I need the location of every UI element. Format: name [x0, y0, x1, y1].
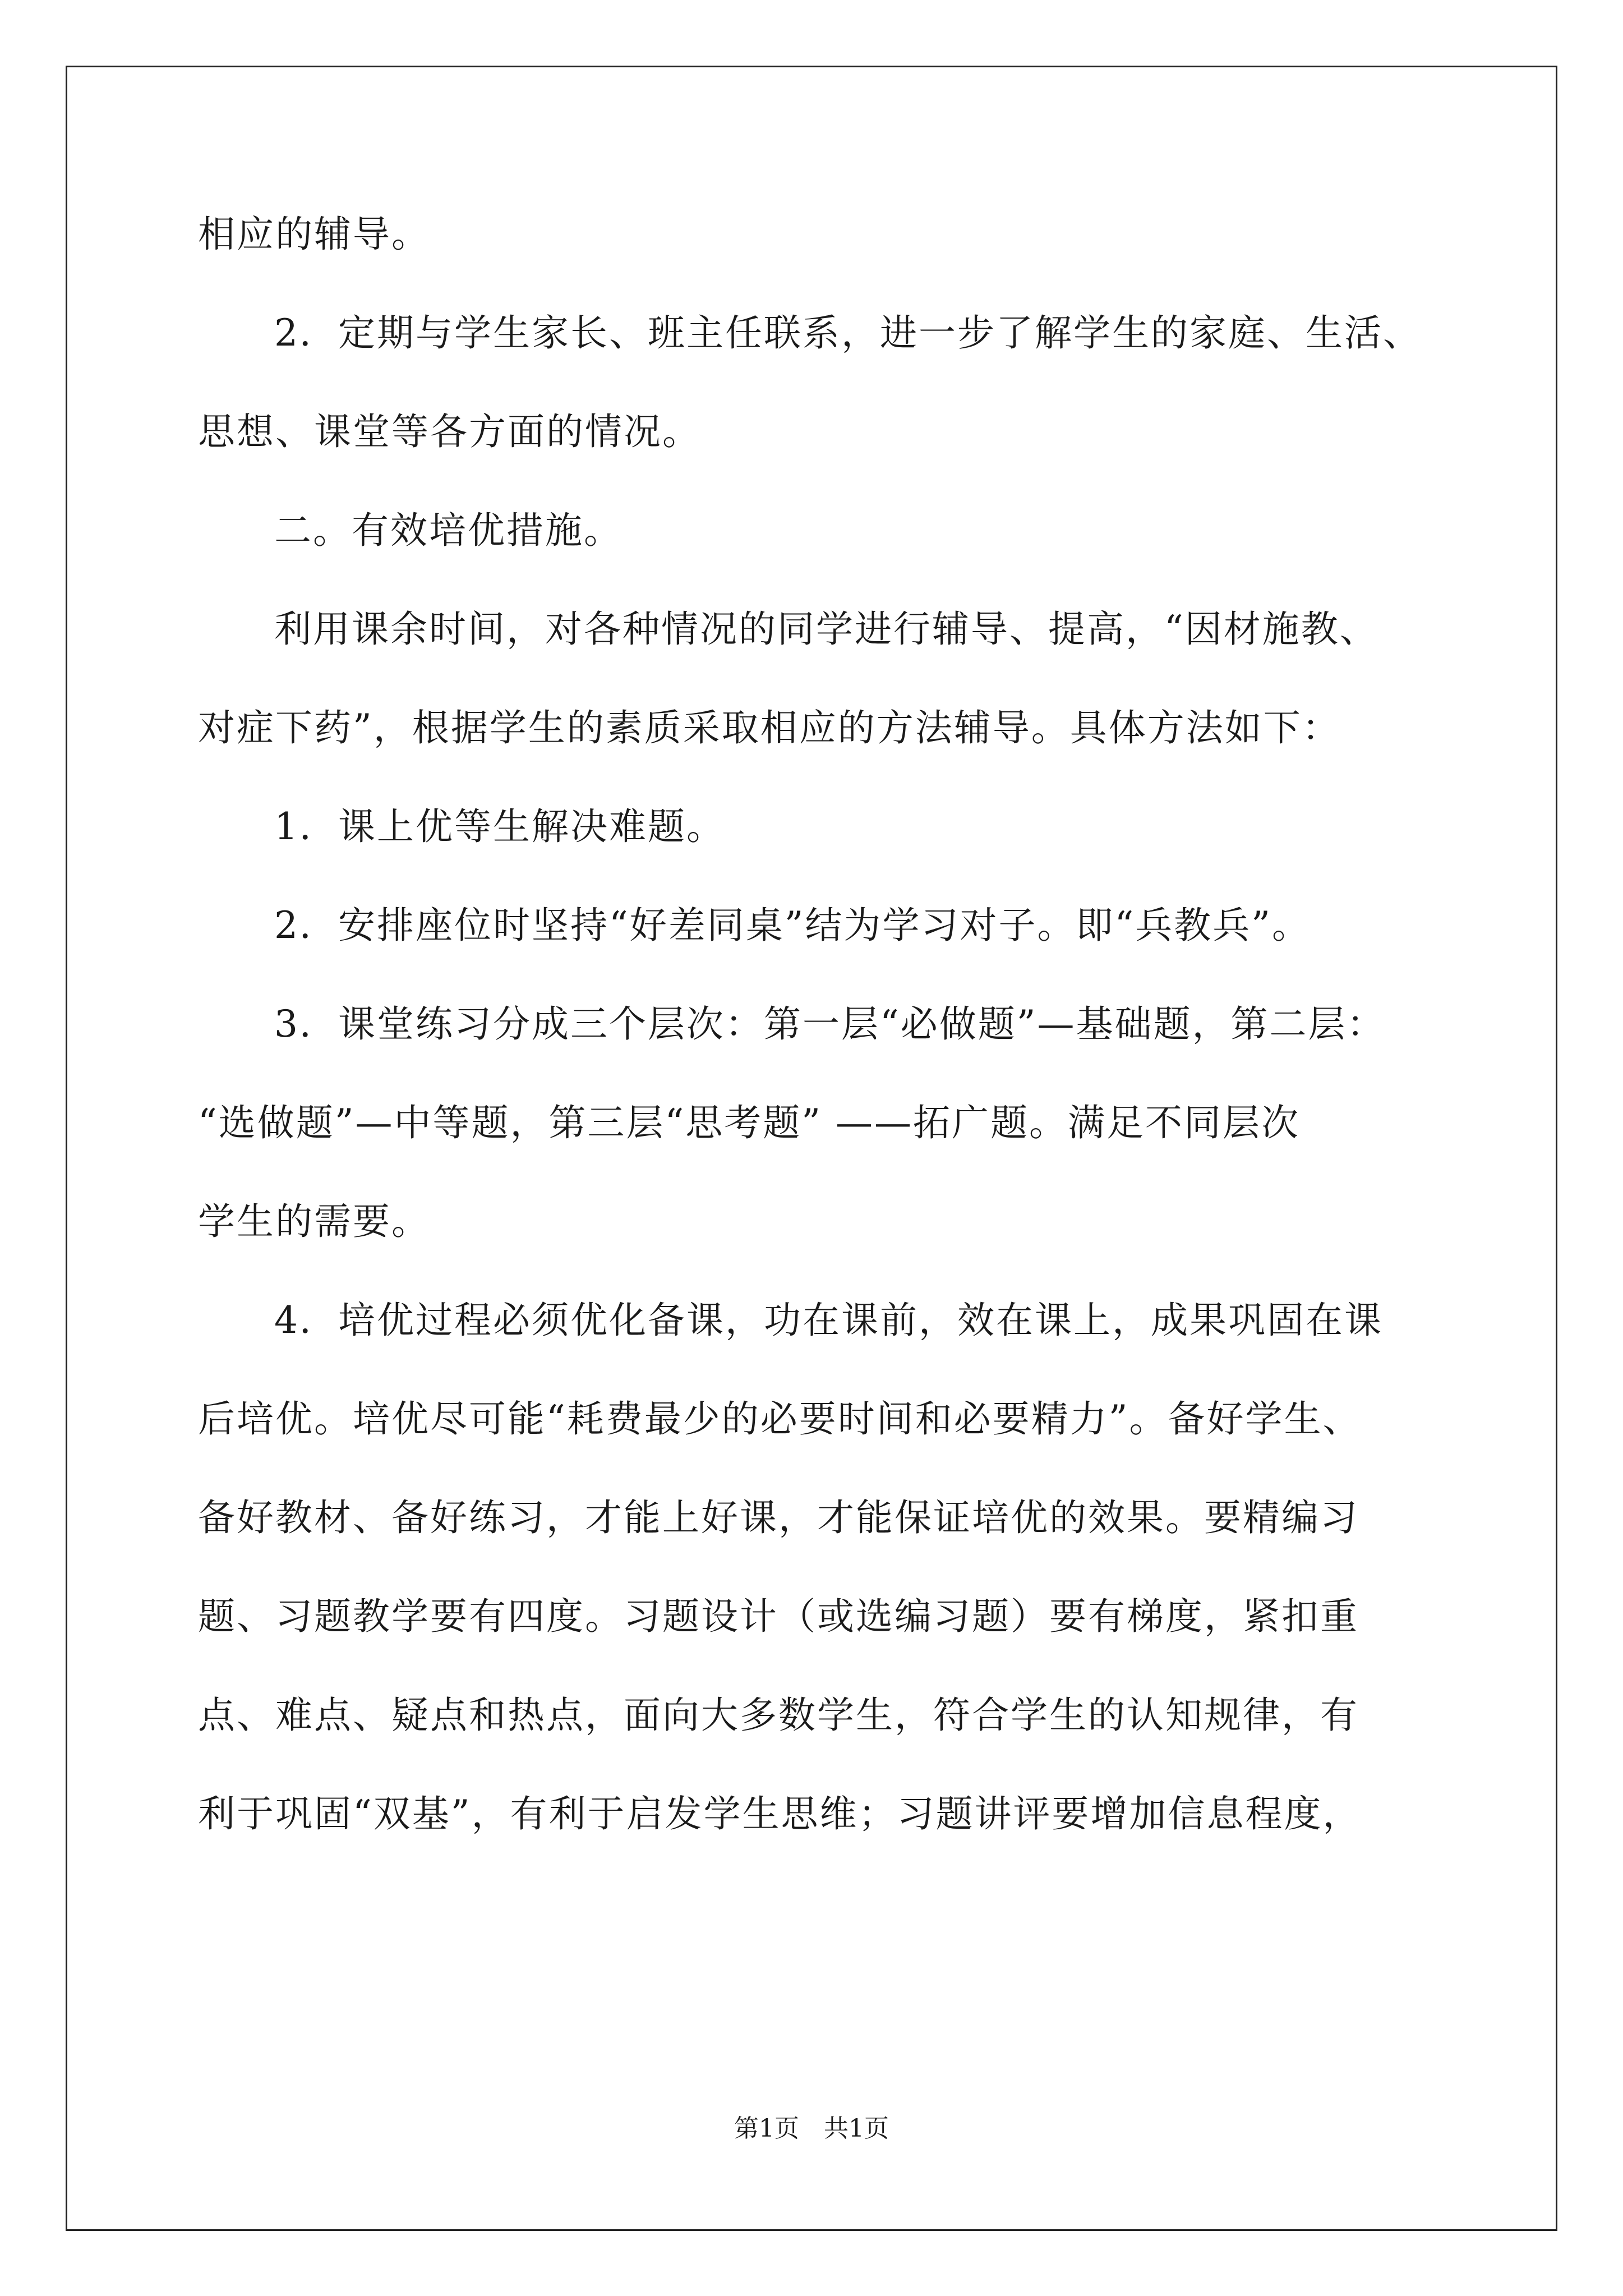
- page-number: 第1页 共1页: [734, 2114, 889, 2143]
- text-line: 备好教材、备好练习，才能上好课，才能保证培优的效果。要精编习: [198, 1496, 1359, 1539]
- text-line: 2．定期与学生家长、班主任联系，进一步了解学生的家庭、生活、: [274, 311, 1422, 355]
- text-line: 思想、课堂等各方面的情况。: [198, 410, 701, 453]
- section-heading: 二。有效培优措施。: [274, 509, 623, 552]
- text-line: 学生的需要。: [198, 1200, 430, 1243]
- text-line: 利于巩固“双基”，有利于启发学生思维；习题讲评要增加信息程度，: [198, 1792, 1362, 1835]
- text-line: 4．培优过程必须优化备课，功在课前，效在课上，成果巩固在课: [274, 1299, 1383, 1342]
- text-line: 点、难点、疑点和热点，面向大多数学生，符合学生的认知规律，有: [198, 1694, 1359, 1737]
- text-line: 后培优。培优尽可能“耗费最少的必要时间和必要精力”。备好学生、: [198, 1397, 1362, 1441]
- text-line: 对症下药”，根据学生的素质采取相应的方法辅导。具体方法如下：: [198, 706, 1341, 749]
- text-line: 1．课上优等生解决难题。: [274, 805, 725, 848]
- text-line: 相应的辅导。: [198, 213, 430, 256]
- text-line: “选做题”—中等题，第三层“思考题” ——拓广题。满足不同层次: [198, 1101, 1300, 1144]
- document-body: [198, 185, 1449, 1864]
- text-line: 3．课堂练习分成三个层次：第一层“必做题”—基础题，第二层：: [274, 1002, 1386, 1046]
- text-line: 利用课余时间，对各种情况的同学进行辅导、提高，“因材施教、: [274, 608, 1378, 651]
- text-line: 题、习题教学要有四度。习题设计（或选编习题）要有梯度，紧扣重: [198, 1595, 1359, 1638]
- text-line: 2．安排座位时坚持“好差同桌”结为学习对子。即“兵教兵”。: [274, 904, 1311, 947]
